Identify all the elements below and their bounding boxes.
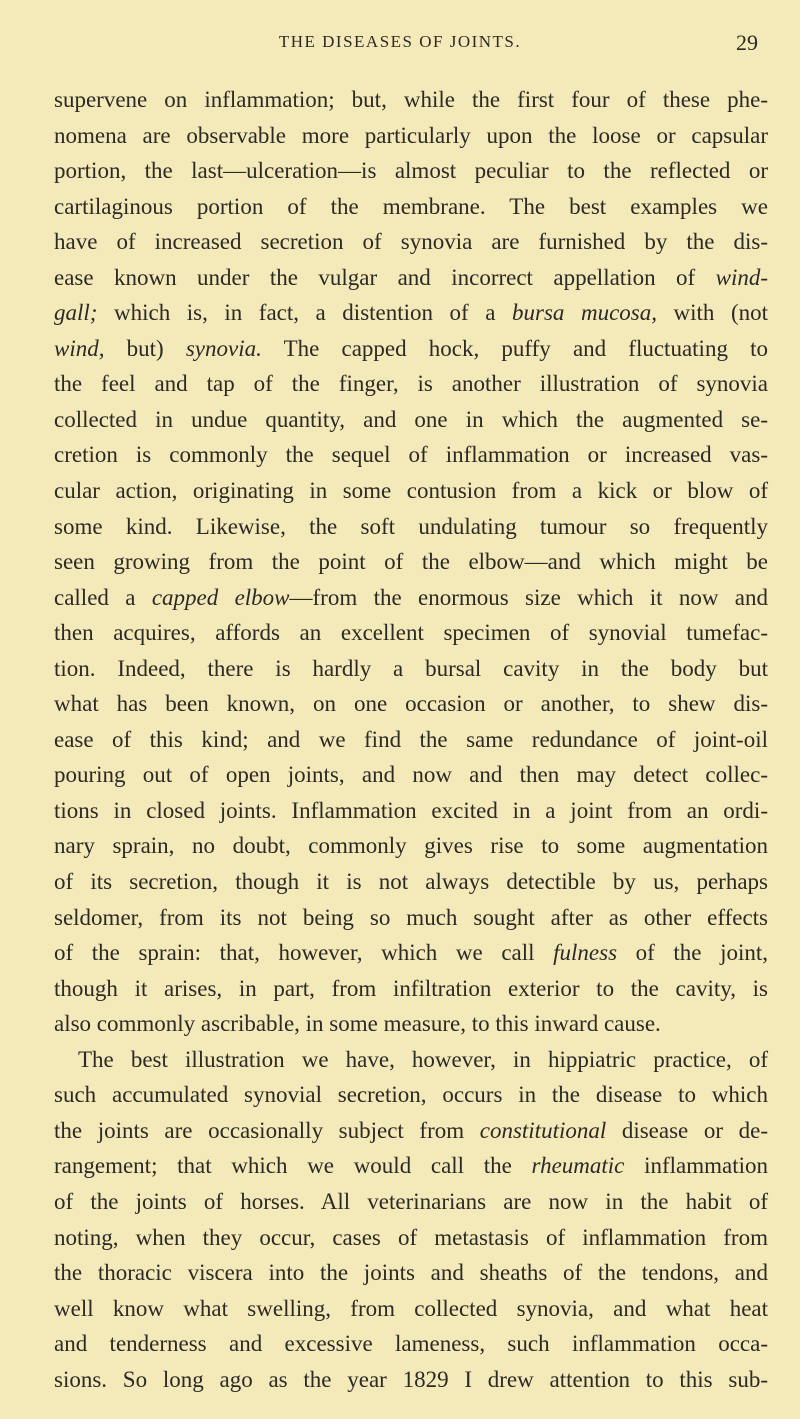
text-segment: sions. So long ago as the year 1829 I drew attention to this sub- xyxy=(54,1366,768,1392)
text-line xyxy=(54,331,768,367)
text-segment: collected in undue quantity, and one in which the augmented se- xyxy=(54,406,768,432)
italic-text: constitutional xyxy=(479,1117,607,1143)
text-segment: supervene on inflammation; but, while the first four of these phe- xyxy=(54,87,768,112)
text-segment: The best illustration we have, however, in hippiatric practice, of xyxy=(78,1046,768,1072)
italic-text: wind, xyxy=(54,335,105,361)
text-segment: noting, when they occur, cases of metastasis of inflammation from xyxy=(54,1224,768,1250)
text-line xyxy=(54,402,768,438)
text-line xyxy=(54,971,768,1007)
text-segment: seen growing from the point of the elbow—and which might be xyxy=(54,549,768,575)
text-line xyxy=(54,1255,768,1291)
text-line xyxy=(54,1362,768,1398)
page-number: 29 xyxy=(736,30,758,55)
text-line xyxy=(54,295,768,331)
text-line xyxy=(54,473,768,509)
text-line xyxy=(54,1184,768,1220)
text-line xyxy=(54,686,768,722)
text-segment: disease or de- xyxy=(606,1117,768,1143)
text-line xyxy=(54,722,768,758)
text-line xyxy=(54,1006,768,1042)
text-line xyxy=(54,82,768,118)
text-line xyxy=(54,544,768,580)
text-segment: also commonly ascribable, in some measure, to this inward cause. xyxy=(54,1011,661,1037)
body-text xyxy=(54,82,768,1397)
text-segment: seldomer, from its not being so much sought after as other effects xyxy=(54,904,768,930)
text-segment: though it arises, in part, from infiltration exterior to the cavity, is xyxy=(54,975,768,1001)
text-segment: and tenderness and excessive lameness, such inflammation occa- xyxy=(54,1331,768,1357)
text-line xyxy=(54,224,768,260)
text-segment: inflammation xyxy=(624,1153,768,1179)
text-segment: which is, in fact, a distention of a xyxy=(97,300,513,326)
text-segment: tions in closed joints. Inflammation excited in a joint from an ordi- xyxy=(54,797,768,823)
text-segment: cartilaginous portion of the membrane. The best examples we xyxy=(54,193,768,219)
text-line xyxy=(54,615,768,651)
text-segment: portion, the last—ulceration—is almost peculiar to the reflected or xyxy=(54,158,768,184)
text-segment: what has been known, on one occasion or another, to shew dis- xyxy=(54,691,768,717)
text-segment: some kind. Likewise, the soft undulating tumour so frequently xyxy=(54,513,768,539)
text-segment: pouring out of open joints, and now and then may detect collec- xyxy=(54,762,768,788)
text-line xyxy=(54,651,768,687)
text-segment: the thoracic viscera into the joints and sheaths of the tendons, and xyxy=(54,1260,768,1286)
text-line xyxy=(54,1148,768,1184)
italic-text: synovia. xyxy=(185,335,262,361)
running-head-title: THE DISEASES OF JOINTS. xyxy=(278,32,522,51)
text-segment: nary sprain, no doubt, commonly gives rise to some augmentation xyxy=(54,833,768,859)
text-segment: of the sprain: that, however, which we call xyxy=(54,940,554,966)
text-segment: ease known under the vulgar and incorrect appellation of xyxy=(54,264,716,290)
text-segment: the feel and tap of the finger, is another illustration of synovia xyxy=(54,371,768,397)
text-segment: rangement; that which we would call the xyxy=(54,1153,532,1179)
italic-text: gall; xyxy=(54,300,98,326)
text-segment: such accumulated synovial secretion, occurs in the disease to which xyxy=(54,1082,768,1108)
text-line xyxy=(54,118,768,154)
text-segment: tion. Indeed, there is hardly a bursal cavity in the body but xyxy=(54,655,768,681)
text-line xyxy=(54,1042,768,1078)
text-line xyxy=(54,153,768,189)
text-segment: The capped hock, puffy and fluctuating to xyxy=(261,335,768,361)
text-line xyxy=(54,1220,768,1256)
text-line xyxy=(54,935,768,971)
text-segment: ease of this kind; and we find the same redundance of joint-oil xyxy=(54,726,768,752)
text-line xyxy=(54,189,768,225)
text-segment: cular action, originating in some contusion from a kick or blow of xyxy=(54,478,768,504)
italic-text: wind- xyxy=(715,264,768,290)
text-line xyxy=(54,793,768,829)
text-line xyxy=(54,1077,768,1113)
text-line xyxy=(54,1113,768,1149)
italic-text: rheumatic xyxy=(531,1153,625,1179)
text-segment: the joints are occasionally subject from xyxy=(54,1117,480,1143)
text-line xyxy=(54,828,768,864)
running-head xyxy=(0,30,800,56)
text-segment: of the joint, xyxy=(617,940,768,966)
text-line xyxy=(54,1326,768,1362)
text-segment: of the joints of horses. All veterinarians are now in the habit of xyxy=(54,1188,768,1214)
text-line xyxy=(54,366,768,402)
italic-text: bursa mucosa, xyxy=(512,300,657,326)
italic-text: capped elbow xyxy=(151,584,290,610)
text-line xyxy=(54,864,768,900)
text-line xyxy=(54,900,768,936)
text-segment: then acquires, affords an excellent specimen of synovial tumefac- xyxy=(54,620,768,646)
text-segment: nomena are observable more particularly upon the loose or capsular xyxy=(54,122,768,148)
text-segment: called a xyxy=(54,584,152,610)
text-line xyxy=(54,580,768,616)
italic-text: fulness xyxy=(553,940,618,966)
text-segment: of its secretion, though it is not always detectible by us, perhaps xyxy=(54,869,768,895)
text-segment: but) xyxy=(104,335,186,361)
text-segment: have of increased secretion of synovia are furnished by the dis- xyxy=(54,229,768,255)
text-segment: —from the enormous size which it now and xyxy=(289,584,768,610)
text-line xyxy=(54,1291,768,1327)
text-line xyxy=(54,757,768,793)
text-segment: with (not xyxy=(656,300,769,326)
text-line xyxy=(54,260,768,296)
text-line xyxy=(54,437,768,473)
text-segment: well know what swelling, from collected synovia, and what heat xyxy=(54,1295,768,1321)
text-line xyxy=(54,509,768,545)
text-segment: cretion is commonly the sequel of inflammation or increased vas- xyxy=(54,442,768,468)
